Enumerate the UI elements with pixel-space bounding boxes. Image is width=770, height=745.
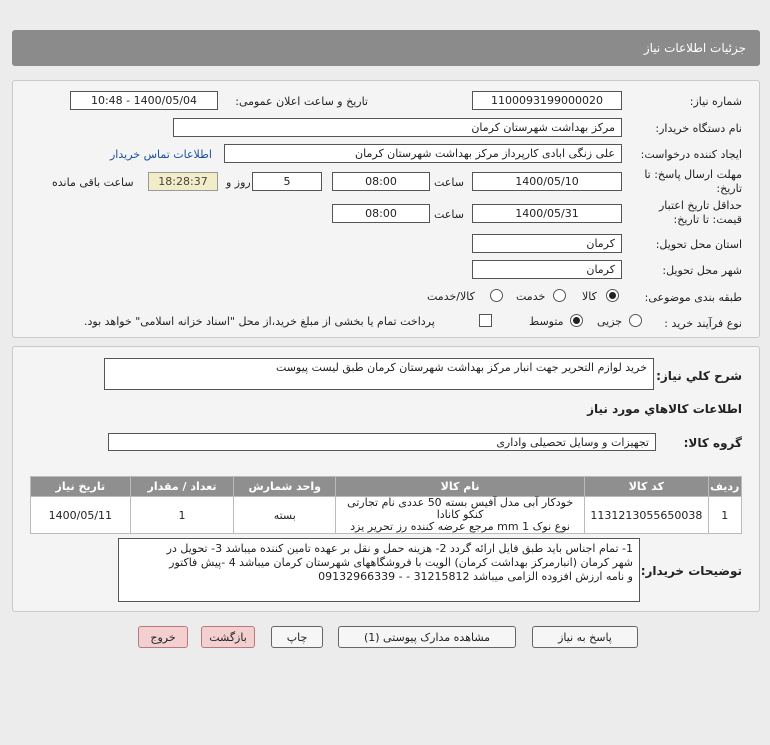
delivery-province-field: کرمان <box>472 234 622 253</box>
page-header <box>12 30 760 66</box>
summary-label: شرح كلي نياز: <box>656 369 742 383</box>
delivery-province-label: استان محل تحویل: <box>655 238 742 251</box>
col-code: کد کالا <box>585 477 708 497</box>
days-label: روز و <box>226 176 251 189</box>
exit-button[interactable]: خروج <box>138 626 188 648</box>
deadline-date-field: 1400/05/10 <box>472 172 622 191</box>
announce-label: تاریخ و ساعت اعلان عمومی: <box>235 95 368 108</box>
buyer-notes-label: توضیحات خریدار: <box>640 564 742 578</box>
goods-date: 1400/05/11 <box>31 497 131 534</box>
payment-checkbox[interactable] <box>479 314 492 327</box>
remaining-label: ساعت باقی مانده <box>52 176 134 189</box>
category-goods-service-label: کالا/خدمت <box>427 290 475 303</box>
col-name: نام کالا <box>336 477 585 497</box>
buyer-org-label: نام دستگاه خریدار: <box>655 122 742 135</box>
goods-qty: 1 <box>130 497 234 534</box>
process-medium-radio[interactable] <box>570 314 583 327</box>
attachments-button[interactable]: مشاهده مدارک پیوستی (1) <box>338 626 516 648</box>
category-service-label: خدمت <box>516 290 546 303</box>
summary-field: خرید لوازم التحریر جهت انبار مرکز بهداشت شهرستان کرمان طبق لیست پیوست <box>104 358 654 390</box>
deadline-time-label: ساعت <box>434 176 464 189</box>
goods-unit: بسته <box>234 497 336 534</box>
payment-note: پرداخت تمام یا بخشی از مبلغ خرید،از محل "اسناد خزانه اسلامی" خواهد بود. <box>84 315 435 328</box>
creator-field: علی زنگی ابادی کارپرداز مرکز بهداشت شهرستان کرمان <box>224 144 622 163</box>
goods-group-field: تجهیزات و وسایل تحصیلی واداری <box>108 433 656 451</box>
need-number-field: 1100093199000020 <box>472 91 622 110</box>
validity-time-field: 08:00 <box>332 204 430 223</box>
process-minor-radio[interactable] <box>629 314 642 327</box>
category-label: طبقه بندی موضوعی: <box>644 291 742 304</box>
days-field: 5 <box>252 172 322 191</box>
row-number: 1 <box>708 497 741 534</box>
col-unit: واحد شمارش <box>234 477 336 497</box>
category-goods-radio[interactable] <box>606 289 619 302</box>
validity-date-field: 1400/05/31 <box>472 204 622 223</box>
announce-field: 1400/05/04 - 10:48 <box>70 91 218 110</box>
back-button[interactable]: بازگشت <box>201 626 255 648</box>
process-label: نوع فرآیند خرید : <box>664 317 742 330</box>
category-service-radio[interactable] <box>553 289 566 302</box>
validity-label: حداقل تاریخ اعتبار قیمت: تا تاریخ: <box>658 199 742 226</box>
remaining-time-field: 18:28:37 <box>148 172 218 191</box>
items-table <box>30 476 742 534</box>
col-date: تاریخ نیاز <box>31 477 131 497</box>
reply-button[interactable]: پاسخ به نیاز <box>532 626 638 648</box>
goods-name: خودکار آبی مدل آفیس بسته 50 عددی نام تجارتی کنکو کانادا نوع نوک 1 mm مرجع عرضه کننده رز تحریر یزد <box>336 497 585 534</box>
deadline-time-field: 08:00 <box>332 172 430 191</box>
goods-group-label: گروه كالا: <box>683 436 742 450</box>
col-qty: تعداد / مقدار <box>130 477 234 497</box>
need-number-label: شماره نیاز: <box>689 95 742 108</box>
process-medium-label: متوسط <box>529 315 564 328</box>
validity-time-label: ساعت <box>434 208 464 221</box>
category-goods-label: کالا <box>582 290 597 303</box>
creator-label: ایجاد کننده درخواست: <box>640 148 742 161</box>
goods-info-title: اطلاعات كالاهاي مورد نياز <box>587 402 742 416</box>
goods-code: 1131213055650038 <box>585 497 708 534</box>
delivery-city-field: کرمان <box>472 260 622 279</box>
table-row <box>31 497 742 534</box>
process-minor-label: جزیی <box>597 315 623 328</box>
buyer-org-field: مرکز بهداشت شهرستان کرمان <box>173 118 622 137</box>
buyer-contact-link[interactable]: اطلاعات تماس خریدار <box>110 148 212 161</box>
col-row: ردیف <box>708 477 741 497</box>
deadline-label: مهلت ارسال پاسخ: تا تاریخ: <box>644 168 742 195</box>
category-goods-service-radio[interactable] <box>490 289 503 302</box>
print-button[interactable]: چاپ <box>271 626 323 648</box>
items-table-header <box>31 477 742 497</box>
buyer-notes-field: 1- تمام اجناس باید طبق فایل ارائه گردد 2- هزینه حمل و نقل بر عهده تامین کننده میباشد 3- تحویل در شهر کرمان (انبارمرکز بهداشت کرمان) الویت با فروشگاههای شهرستان کرمان میباشد 4 -پیش فاکتور و نامه ارزش افزوده الزامی میباشد 31215812 - - 09132966339 <box>118 538 640 602</box>
page-title: جزئیات اطلاعات نیاز <box>643 41 746 55</box>
delivery-city-label: شهر محل تحویل: <box>662 264 742 277</box>
